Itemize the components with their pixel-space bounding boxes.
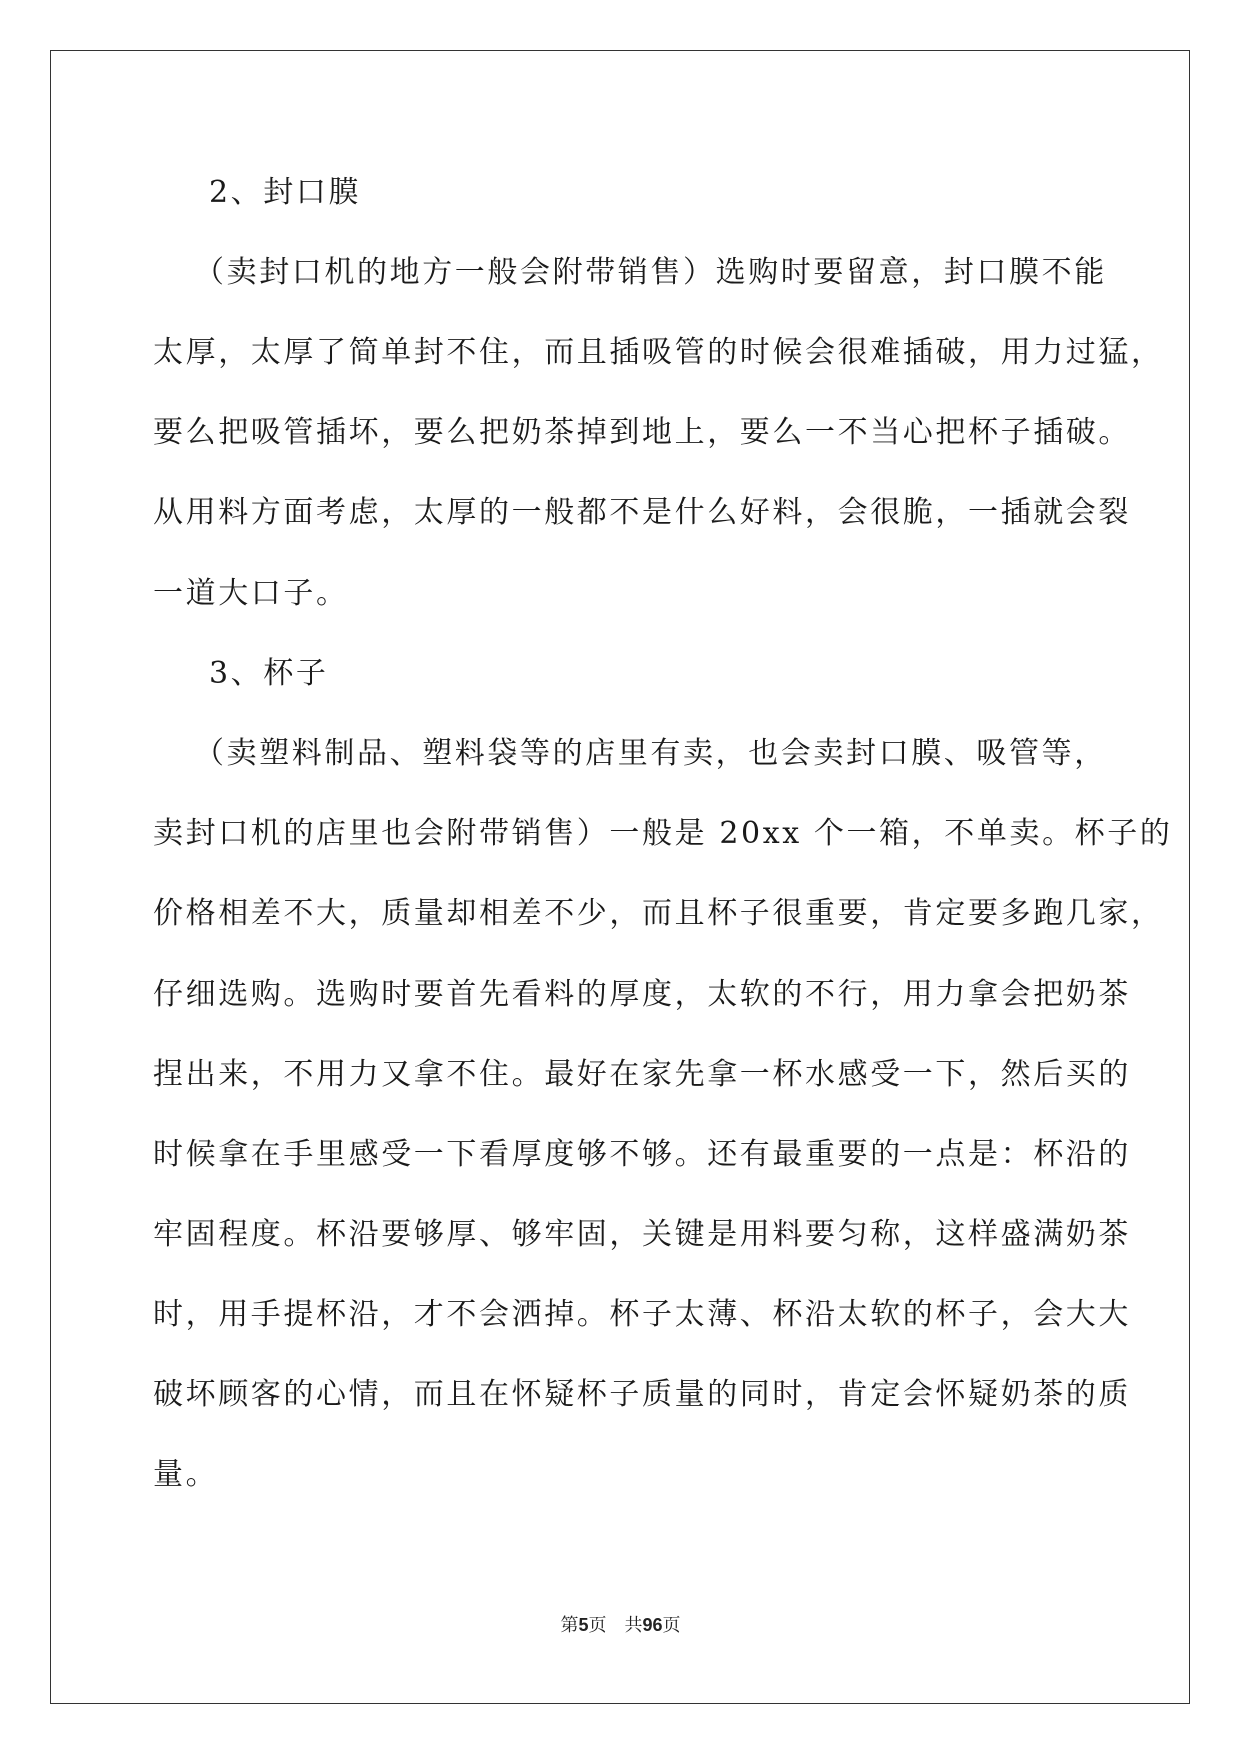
page-footer [0, 1613, 1241, 1638]
footer-total-prefix: 共 [624, 1615, 643, 1636]
paragraph-line: 价格相差不大，质量却相差不少，而且杯子很重要，肯定要多跑几家， [153, 896, 1164, 931]
paragraph-line: 要么把吸管插坏，要么把奶茶掉到地上，要么一不当心把杯子插破。 [153, 415, 1131, 450]
footer-prefix: 第 [560, 1615, 579, 1636]
footer-total-suffix: 页 [662, 1615, 681, 1636]
footer-page-suffix: 页 [588, 1615, 607, 1636]
paragraph-line: （卖封口机的地方一般会附带销售）选购时要留意，封口膜不能 [194, 255, 1107, 290]
paragraph-line: （卖塑料制品、塑料袋等的店里有卖，也会卖封口膜、吸管等， [194, 736, 1107, 771]
page-border [50, 50, 1190, 1704]
paragraph-line: 牢固程度。杯沿要够厚、够牢固，关键是用料要匀称，这样盛满奶茶 [153, 1217, 1131, 1252]
total-page-count: 96 [642, 1615, 663, 1635]
paragraph-line: 时候拿在手里感受一下看厚度够不够。还有最重要的一点是：杯沿的 [153, 1137, 1131, 1172]
paragraph-line: 从用料方面考虑，太厚的一般都不是什么好料，会很脆，一插就会裂 [153, 495, 1131, 530]
paragraph-line: 量。 [153, 1457, 219, 1492]
current-page-number: 5 [578, 1615, 589, 1635]
section-heading: 3、杯子 [209, 656, 329, 691]
paragraph-line: 卖封口机的店里也会附带销售）一般是 20xx 个一箱，不单卖。杯子的 [153, 816, 1173, 851]
paragraph-line: 太厚，太厚了简单封不住，而且插吸管的时候会很难插破，用力过猛， [153, 335, 1164, 370]
paragraph-line: 仔细选购。选购时要首先看料的厚度，太软的不行，用力拿会把奶茶 [153, 977, 1131, 1012]
paragraph-line: 捏出来，不用力又拿不住。最好在家先拿一杯水感受一下，然后买的 [153, 1057, 1131, 1092]
paragraph-line: 时，用手提杯沿，才不会洒掉。杯子太薄、杯沿太软的杯子，会大大 [153, 1297, 1131, 1332]
section-heading: 2、封口膜 [209, 175, 362, 210]
paragraph-line: 一道大口子。 [153, 576, 349, 611]
paragraph-line: 破坏顾客的心情，而且在怀疑杯子质量的同时，肯定会怀疑奶茶的质 [153, 1377, 1131, 1412]
